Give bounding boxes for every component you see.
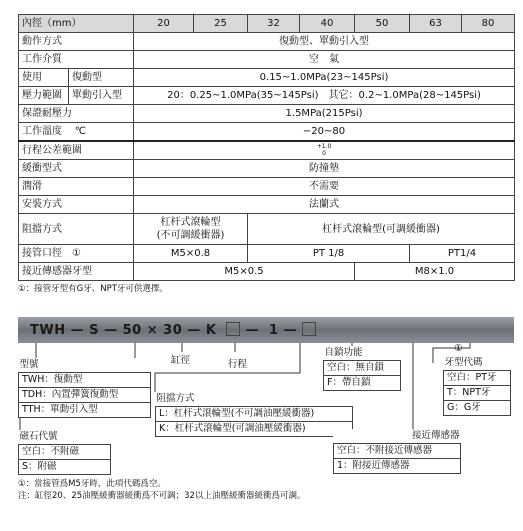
bore-value: 63 [410, 15, 462, 33]
note-cushion-adjust: 注：缸徑20、25油壓緩衝器緩衝爲不可調；32以上油壓緩衝器緩衝爲可調。 [18, 491, 306, 501]
action-label: 動作方式 [19, 33, 134, 51]
stop-small: 杠杆式滾輪型 (不可調緩衝器) [134, 214, 248, 245]
code-bore: 50 [122, 323, 142, 338]
code-dash: — [104, 323, 118, 338]
thread-box-title: 牙型代碼 [444, 357, 483, 368]
model-box-title: 型號 [19, 359, 39, 370]
code-stroke: 30 [163, 323, 183, 338]
medium-value: 空 氣 [134, 51, 515, 69]
code-magnet: S [89, 323, 100, 338]
thread-option: G：G牙 [444, 401, 511, 416]
lube-label: 潤滑 [19, 178, 134, 196]
thread-option: T：NPT牙 [444, 386, 511, 401]
magnet-option: 空白：不附磁 [19, 445, 111, 460]
model-option: TDH：內置彈簧復動型 [19, 388, 151, 403]
stroke-tol-upper: +1.0 [316, 143, 332, 150]
sensor-large: M8×1.0 [355, 263, 515, 281]
sensor-small: M5×0.5 [134, 263, 355, 281]
use-label: 使用 [19, 69, 69, 87]
port-large: PT1/4 [410, 245, 515, 263]
bore-value: 20 [134, 15, 194, 33]
lock-box-title: 自鎖功能 [324, 347, 363, 358]
code-dash: — [187, 323, 201, 338]
stop-option: K：杠杆式滾輪型(可調油壓緩衝器) [156, 422, 353, 437]
proof-value: 1.5MPa(215Psi) [134, 105, 515, 123]
model-option: TWH：復動型 [19, 373, 151, 388]
model-option: TTH：單動引入型 [19, 403, 151, 418]
bore-value: 50 [355, 15, 410, 33]
bore-value: 40 [300, 15, 355, 33]
stop-large: 杠杆式滾輪型(可調緩衝器) [248, 214, 515, 245]
thread-footnote-marker: ① [454, 343, 463, 354]
note-thread-options: ①：接管牙型有G牙、NPT牙可供選擇。 [18, 284, 168, 294]
stroke-tol-lower: 0 [322, 150, 326, 157]
bore-label: 內徑（mm） [19, 15, 134, 33]
port-small: M5×0.8 [134, 245, 248, 263]
lock-box [323, 346, 401, 391]
code-times: × [146, 323, 159, 338]
proof-label: 保證耐壓力 [19, 105, 134, 123]
thread-box [443, 356, 511, 416]
temp-unit: ℃ [74, 126, 86, 137]
lube-value: 不需要 [134, 178, 515, 196]
cushion-value: 防撞墊 [134, 160, 515, 178]
mount-label: 安裝方式 [19, 196, 134, 214]
medium-label: 工作介質 [19, 51, 134, 69]
magnet-box [18, 430, 111, 475]
port-mid: PT 1/8 [248, 245, 410, 263]
sensor-box-title: 接近傳感器 [411, 430, 460, 441]
lock-option: 空白：無自鎖 [324, 361, 401, 376]
stroke-caption: 行程 [228, 359, 248, 370]
stop-box-title: 阻擋方式 [156, 393, 195, 404]
range-label: 壓力範圍 [19, 87, 69, 105]
cushion-label: 緩衝型式 [19, 160, 134, 178]
single-label: 單動引入型 [69, 87, 134, 105]
bore-value: 32 [248, 15, 300, 33]
code-stop: K [205, 323, 217, 338]
note-m5-thread: ①：當接管爲M5牙時，此項代碼爲空。 [18, 479, 166, 489]
bore-value: 80 [462, 15, 515, 33]
double-label: 復動型 [69, 69, 134, 87]
sensor-option: 1：附接近傳感器 [334, 459, 461, 474]
stroke-tol-label: 行程公差範圍 [19, 141, 134, 160]
bottom-notes [18, 478, 305, 502]
sensor-option: 空白：不附接近傳感器 [334, 444, 461, 459]
code-dash: — [245, 323, 259, 338]
stop-label: 阻擋方式 [19, 214, 134, 245]
double-value: 0.15~1.0MPa(23~145Psi) [134, 69, 515, 87]
temp-value: −20~80 [134, 123, 515, 142]
thread-option: 空白：PT牙 [444, 371, 511, 386]
bore-value: 25 [194, 15, 248, 33]
sensor-box [333, 429, 461, 474]
lock-option: F：帶自鎖 [324, 376, 401, 391]
action-value: 復動型、單動引入型 [134, 33, 515, 51]
model-box [18, 358, 151, 418]
single-value: 20：0.25~1.0MPa(35~145Psi) 其它：0.2~1.0MPa(28~145Psi) [134, 87, 515, 105]
magnet-box-title: 磁石代號 [19, 431, 58, 442]
stop-option: L：杠杆式滾輪型(不可調油壓緩衝器) [156, 407, 353, 422]
code-model: TWH [30, 323, 66, 338]
magnet-option: S：附磁 [19, 460, 111, 475]
bore-caption: 缸徑 [171, 355, 191, 366]
port-label: 接管口徑 ① [19, 245, 134, 263]
code-sensor: 1 [269, 323, 279, 338]
code-dash: — [70, 323, 85, 338]
sensor-label: 接近傳感器牙型 [19, 263, 134, 281]
mount-value: 法蘭式 [134, 196, 515, 214]
stop-box [155, 392, 353, 437]
temp-label: 工作溫度 [22, 126, 62, 137]
code-dash: — [283, 323, 298, 338]
